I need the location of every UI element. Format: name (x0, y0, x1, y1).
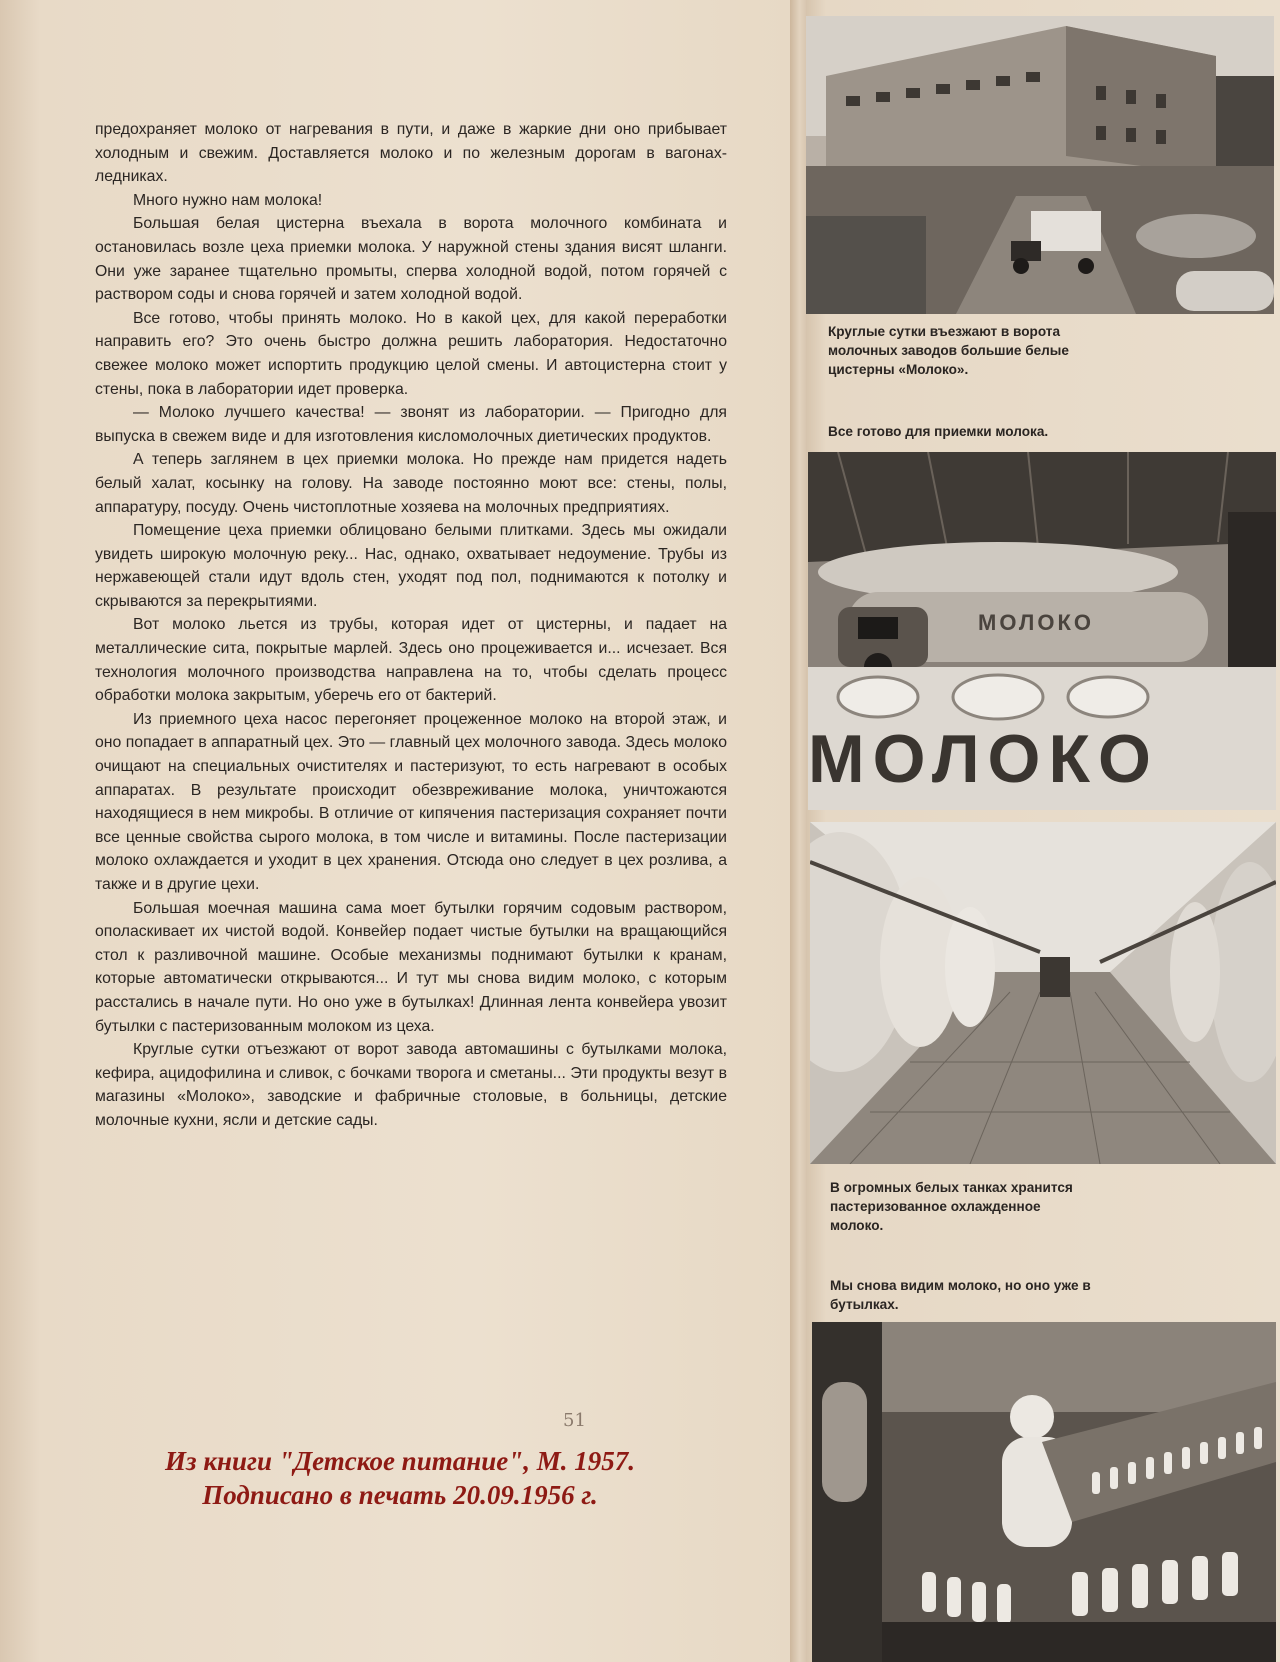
caption-reception: Все готово для приемки молока. (828, 424, 1049, 439)
citation-line-2: Подписано в печать 20.09.1956 г. (202, 1480, 598, 1510)
paragraph: Из приемного цеха насос перегоняет процеженное молоко на второй этаж, и оно попадает в аппаратный цех. Это — главный цех молочного завода. Здесь молоко очищают на специальных очистителях и пастеризуют, то есть нагревают в особых аппаратах. В результате происходит обезвреживание молока, уничтожаются находящиеся в нем микробы. В отличие от кипячения пастеризация сохраняет почти все ценные свойства сырого молока, в том числе и витамины. После пастеризации молоко охлаждается и уходит в цех хранения. Отсюда оно следует в цех розлива, а также и в другие цехи. (95, 710, 727, 893)
source-citation (110, 1444, 690, 1512)
paragraph: Большая белая цистерна въехала в ворота молочного комбината и остановилась возле цеха приемки молока. У наружной стены здания висят шланги. Они уже заранее тщательно промыты, сперва холодной водой, потом горячей с раствором соды и снова горячей и затем холодной водой. (95, 215, 727, 304)
paragraph: Круглые сутки отъезжают от ворот завода автомашины с бутылками молока, кефира, ацидофилина и сливок, с бочками творога и сметаны... Эти продукты везут в магазины «Молоко», заводские и фабричные столовые, в больницы, детские молочные кухни, ясли и детские сады. (95, 1041, 727, 1129)
tanker-photo (808, 452, 1276, 810)
page-number: 51 (563, 1410, 586, 1431)
paragraph: А теперь заглянем в цех приемки молока. Но прежде нам придется надеть белый халат, косынку на голову. На заводе постоянно моют все: стены, полы, аппаратуру, посуду. Очень чистоплотные хозяева на молочных предприятиях. (95, 451, 727, 516)
paragraph: Помещение цеха приемки облицовано белыми плитками. Здесь мы ожидали увидеть широкую молочную реку... Нас, однако, охватывает недоумение. Трубы из нержавеющей стали идут вдоль стен, уходят под пол, поднимаются к потолку и скрываются за перекрытиями. (95, 522, 727, 610)
paragraph: Все готово, чтобы принять молоко. Но в какой цех, для какой переработки направить его? Это очень быстро должна решить лаборатория. Недостаточно свежее молоко может испортить продукцию целой смены. И автоцистерна стоит у стены, пока в лаборатории идет проверка. (95, 309, 727, 398)
paragraph: Большая моечная машина сама моет бутылки горячим содовым раствором, ополаскивает их чистой водой. Конвейер подает чистые бутылки на вращающийся стол к разливочной машине. Особые механизмы поднимают бутылки к кранам, которые автоматически открываются... И тут мы снова видим молоко, с которым расстались в начале пути. Но оно уже в бутылках! Длинная лента конвейера увозит бутылки с пастеризованным молоком из цеха. (95, 899, 727, 1035)
storage-tanks-photo (810, 822, 1276, 1164)
caption-factory: Круглые сутки въезжают в ворота молочных заводов большие белые цистерны «Молоко». (828, 324, 1069, 377)
paragraph: — Молоко лучшего качества! — звонят из лаборатории. — Пригодно для выпуска в свежем виде и для изготовления кисломолочных диетических продуктов. (95, 404, 727, 445)
paragraph: Вот молоко льется из трубы, которая идет от цистерны, и падает на металлические сита, покрытые марлей. Здесь оно процеживается и... исчезает. Вся технология молочного производства направлена на то, чтобы сделать процесс обработки молока закрытым, уберечь его от бактерий. (95, 616, 727, 705)
caption-tanks: В огромных белых танках хранится пастеризованное охлажденное молоко. (830, 1180, 1073, 1233)
tanker-sign-large: МОЛОКО (808, 721, 1159, 797)
book-gutter (790, 0, 806, 1662)
factory-photo (806, 16, 1274, 314)
citation-line-1: Из книги "Детское питание", М. 1957. (165, 1446, 635, 1476)
paragraph: предохраняет молоко от нагревания в пути, и даже в жаркие дни оно прибывает холодным и свежим. Доставляется молоко и по железным дорогам в вагонах-ледниках. (95, 121, 727, 186)
article-text (95, 118, 727, 1133)
bottling-photo (812, 1322, 1276, 1662)
caption-bottles: Мы снова видим молоко, но оно уже в бутылках. (830, 1278, 1091, 1312)
tanker-sign-small: МОЛОКО (978, 610, 1094, 635)
paragraph: Много нужно нам молока! (133, 191, 323, 209)
